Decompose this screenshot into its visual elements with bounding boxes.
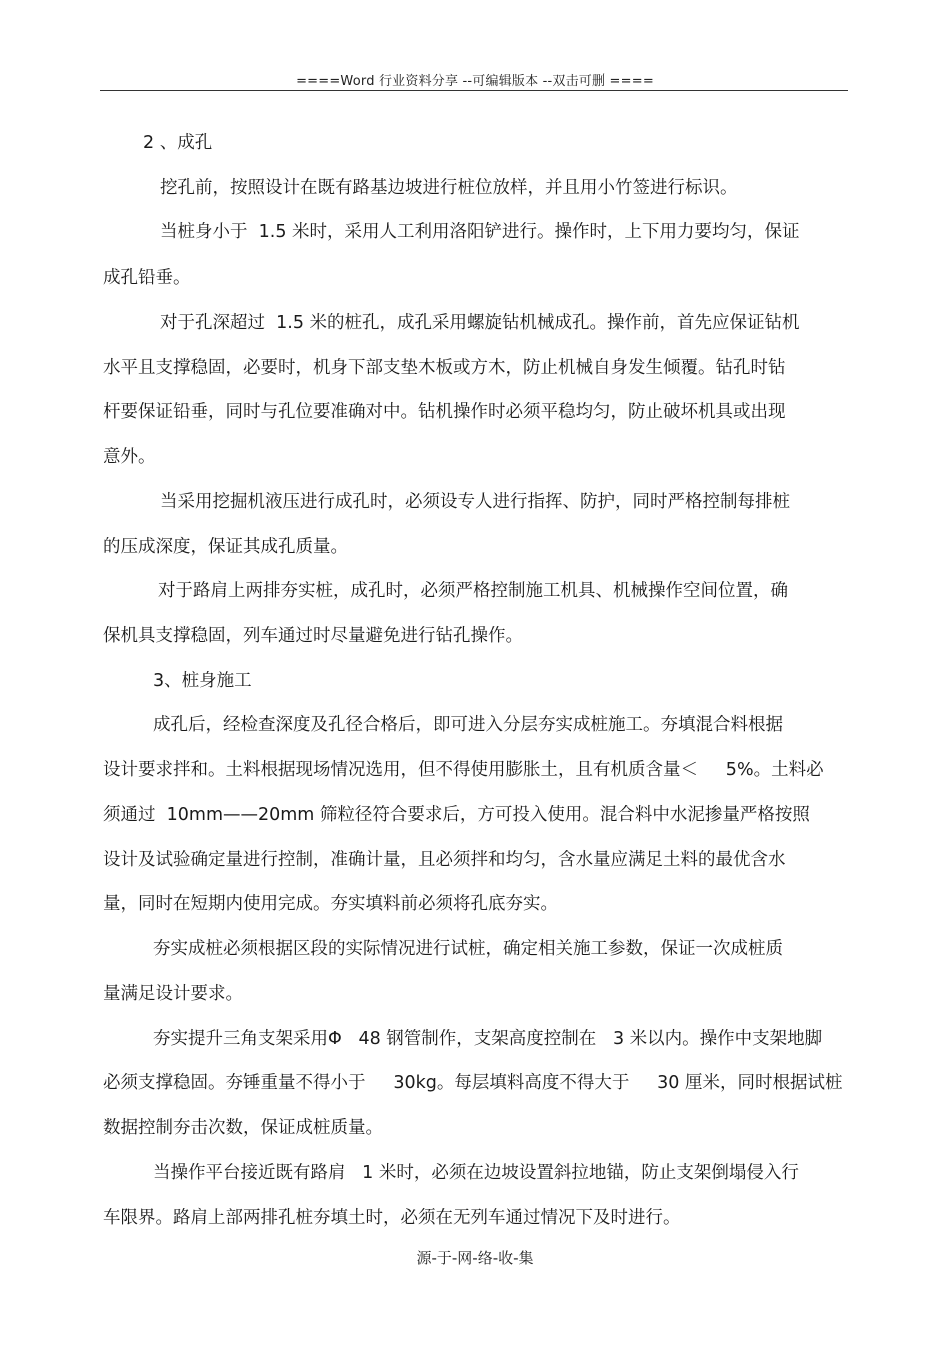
paragraph-line: 量满足设计要求。 [103,984,243,1004]
paragraph-line: 量，同时在短期内使用完成。夯实填料前必须将孔底夯实。 [103,894,558,914]
paragraph-line: 须通过 10mm——20mm 筛粒径符合要求后，方可投入使用。混合料中水泥掺量严格按照 [103,805,810,825]
paragraph-line: 夯实提升三角支架采用Φ 48 钢管制作，支架高度控制在 3 米以内。操作中支架地脚 [153,1029,823,1049]
paragraph-line: 当操作平台接近既有路肩 1 米时，必须在边坡设置斜拉地锚，防止支架倒塌侵入行 [153,1163,799,1183]
paragraph-line: 杆要保证铅垂，同时与孔位要准确对中。钻机操作时必须平稳均匀，防止破坏机具或出现 [103,402,786,422]
paragraph-line: 挖孔前，按照设计在既有路基边坡进行桩位放样，并且用小竹签进行标识。 [160,178,738,198]
page-header: ====Word 行业资料分享 --可编辑版本 --双击可删 ==== [296,74,654,89]
paragraph-line: 的压成深度，保证其成孔质量。 [103,537,348,557]
paragraph-line: 数据控制夯击次数，保证成桩质量。 [103,1118,383,1138]
section-heading-2: 2 、成孔 [143,133,213,153]
paragraph-line: 车限界。路肩上部两排孔桩夯填土时，必须在无列车通过情况下及时进行。 [103,1208,681,1228]
paragraph-line: 当采用挖掘机液压进行成孔时，必须设专人进行指挥、防护，同时严格控制每排桩 [160,492,790,512]
section-heading-3: 3、桩身施工 [153,671,252,691]
paragraph-line: 设计要求拌和。土料根据现场情况选用，但不得使用膨胀土，且有机质含量＜ 5%。土料必 [103,760,824,780]
page-footer: 源-于-网-络-收-集 [416,1249,534,1267]
paragraph-line: 夯实成桩必须根据区段的实际情况进行试桩，确定相关施工参数，保证一次成桩质 [153,939,783,959]
header-divider [100,90,848,91]
paragraph-line: 必须支撑稳固。夯锤重量不得小于 30kg。每层填料高度不得大于 30 厘米，同时根据试桩 [103,1073,843,1093]
paragraph-line: 对于路肩上两排夯实桩，成孔时，必须严格控制施工机具、机械操作空间位置，确 [158,581,788,601]
paragraph-line: 设计及试验确定量进行控制，准确计量，且必须拌和均匀，含水量应满足土料的最优含水 [103,850,786,870]
paragraph-line: 意外。 [103,447,156,467]
paragraph-line: 成孔铅垂。 [103,268,191,288]
paragraph-line: 当桩身小于 1.5 米时，采用人工利用洛阳铲进行。操作时，上下用力要均匀，保证 [160,222,800,242]
paragraph-line: 对于孔深超过 1.5 米的桩孔，成孔采用螺旋钻机械成孔。操作前，首先应保证钻机 [160,313,800,333]
paragraph-line: 水平且支撑稳固，必要时，机身下部支垫木板或方木，防止机械自身发生倾覆。钻孔时钻 [103,358,786,378]
paragraph-line: 成孔后，经检查深度及孔径合格后，即可进入分层夯实成桩施工。夯填混合料根据 [153,715,783,735]
paragraph-line: 保机具支撑稳固，列车通过时尽量避免进行钻孔操作。 [103,626,523,646]
